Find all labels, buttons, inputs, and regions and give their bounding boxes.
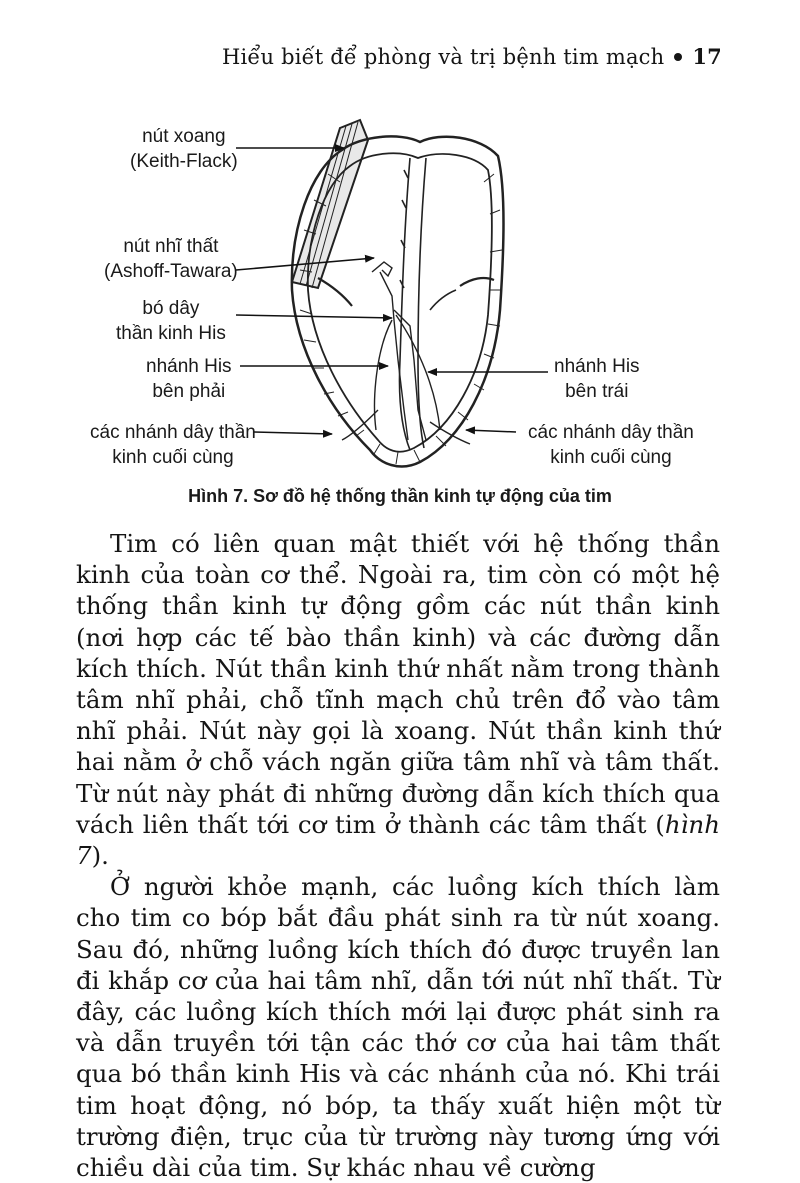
page-number: 17 bbox=[692, 44, 722, 69]
figure-reference: hình 7 bbox=[76, 809, 720, 871]
label-line: các nhánh dây thần bbox=[528, 422, 694, 443]
label-left-branch bbox=[554, 354, 640, 404]
label-terminal-left bbox=[90, 420, 256, 470]
label-sinus-node bbox=[130, 124, 238, 174]
figure-caption: Hình 7. Sơ đồ hệ thống thần kinh tự động của tim bbox=[188, 486, 612, 506]
paragraph-1 bbox=[76, 528, 720, 871]
body-text bbox=[76, 528, 720, 1183]
label-line: bó dây bbox=[142, 298, 200, 319]
running-header bbox=[222, 44, 722, 69]
label-right-branch bbox=[146, 354, 232, 404]
running-title: Hiểu biết để phòng và trị bệnh tim mạch bbox=[221, 44, 665, 69]
paragraph-1-end: ). bbox=[91, 841, 109, 871]
label-line: nút nhĩ thất bbox=[123, 236, 219, 257]
paragraph-2: Ở người khỏe mạnh, các luồng kích thích làm cho tim co bóp bắt đầu phát sinh ra từ nút xoang. Sau đó, những luồng kích thích đó được truyền lan đi khắp cơ của hai tâm nhĩ, dẫn tới nút nhĩ thất. Từ đây, các luồng kích thích mới lại được phát sinh ra và dẫn truyền tới tận các thớ cơ của hai tâm thất qua bó thần kinh His và các nhánh của nó. Khi trái tim hoạt động, nó bóp, ta thấy xuất hiện một từ trường điện, trục của từ trường này tương ứng với chiều dài của tim. Sự khác nhau về cường bbox=[76, 872, 720, 1183]
label-his-bundle bbox=[116, 296, 226, 346]
label-av-node bbox=[104, 234, 238, 284]
label-line: kinh cuối cùng bbox=[550, 447, 672, 468]
label-line: (Ashoff-Tawara) bbox=[104, 261, 238, 282]
label-line: bên trái bbox=[565, 381, 629, 402]
label-line: nút xoang bbox=[142, 126, 226, 147]
label-line: bên phải bbox=[152, 381, 226, 402]
label-line: kinh cuối cùng bbox=[112, 447, 234, 468]
label-terminal-right bbox=[528, 420, 694, 470]
label-line: nhánh His bbox=[146, 356, 232, 377]
bullet-dot bbox=[674, 53, 682, 61]
label-line: thần kinh His bbox=[116, 323, 226, 344]
paragraph-1-text: Tim có liên quan mật thiết với hệ thống thần kinh của toàn cơ thể. Ngoài ra, tim còn có một hệ thống thần kinh tự động gồm các nút thần kinh (nơi hợp các tế bào thần kinh) và các đường dẫn kích thích. Nút thần kinh thứ nhất nằm trong thành tâm nhĩ phải, chỗ tĩnh mạch chủ trên đổ vào tâm nhĩ phải. Nút này gọi là xoang. Nút thần kinh thứ hai nằm ở chỗ vách ngăn giữa tâm nhĩ và tâm thất. Từ nút này phát đi những đường dẫn kích thích qua vách liên thất tới cơ tim ở thành các tâm thất ( bbox=[76, 529, 720, 839]
label-line: nhánh His bbox=[554, 356, 640, 377]
heart-conduction-figure bbox=[0, 110, 800, 480]
label-line: các nhánh dây thần bbox=[90, 422, 256, 443]
label-line: (Keith-Flack) bbox=[130, 151, 238, 172]
